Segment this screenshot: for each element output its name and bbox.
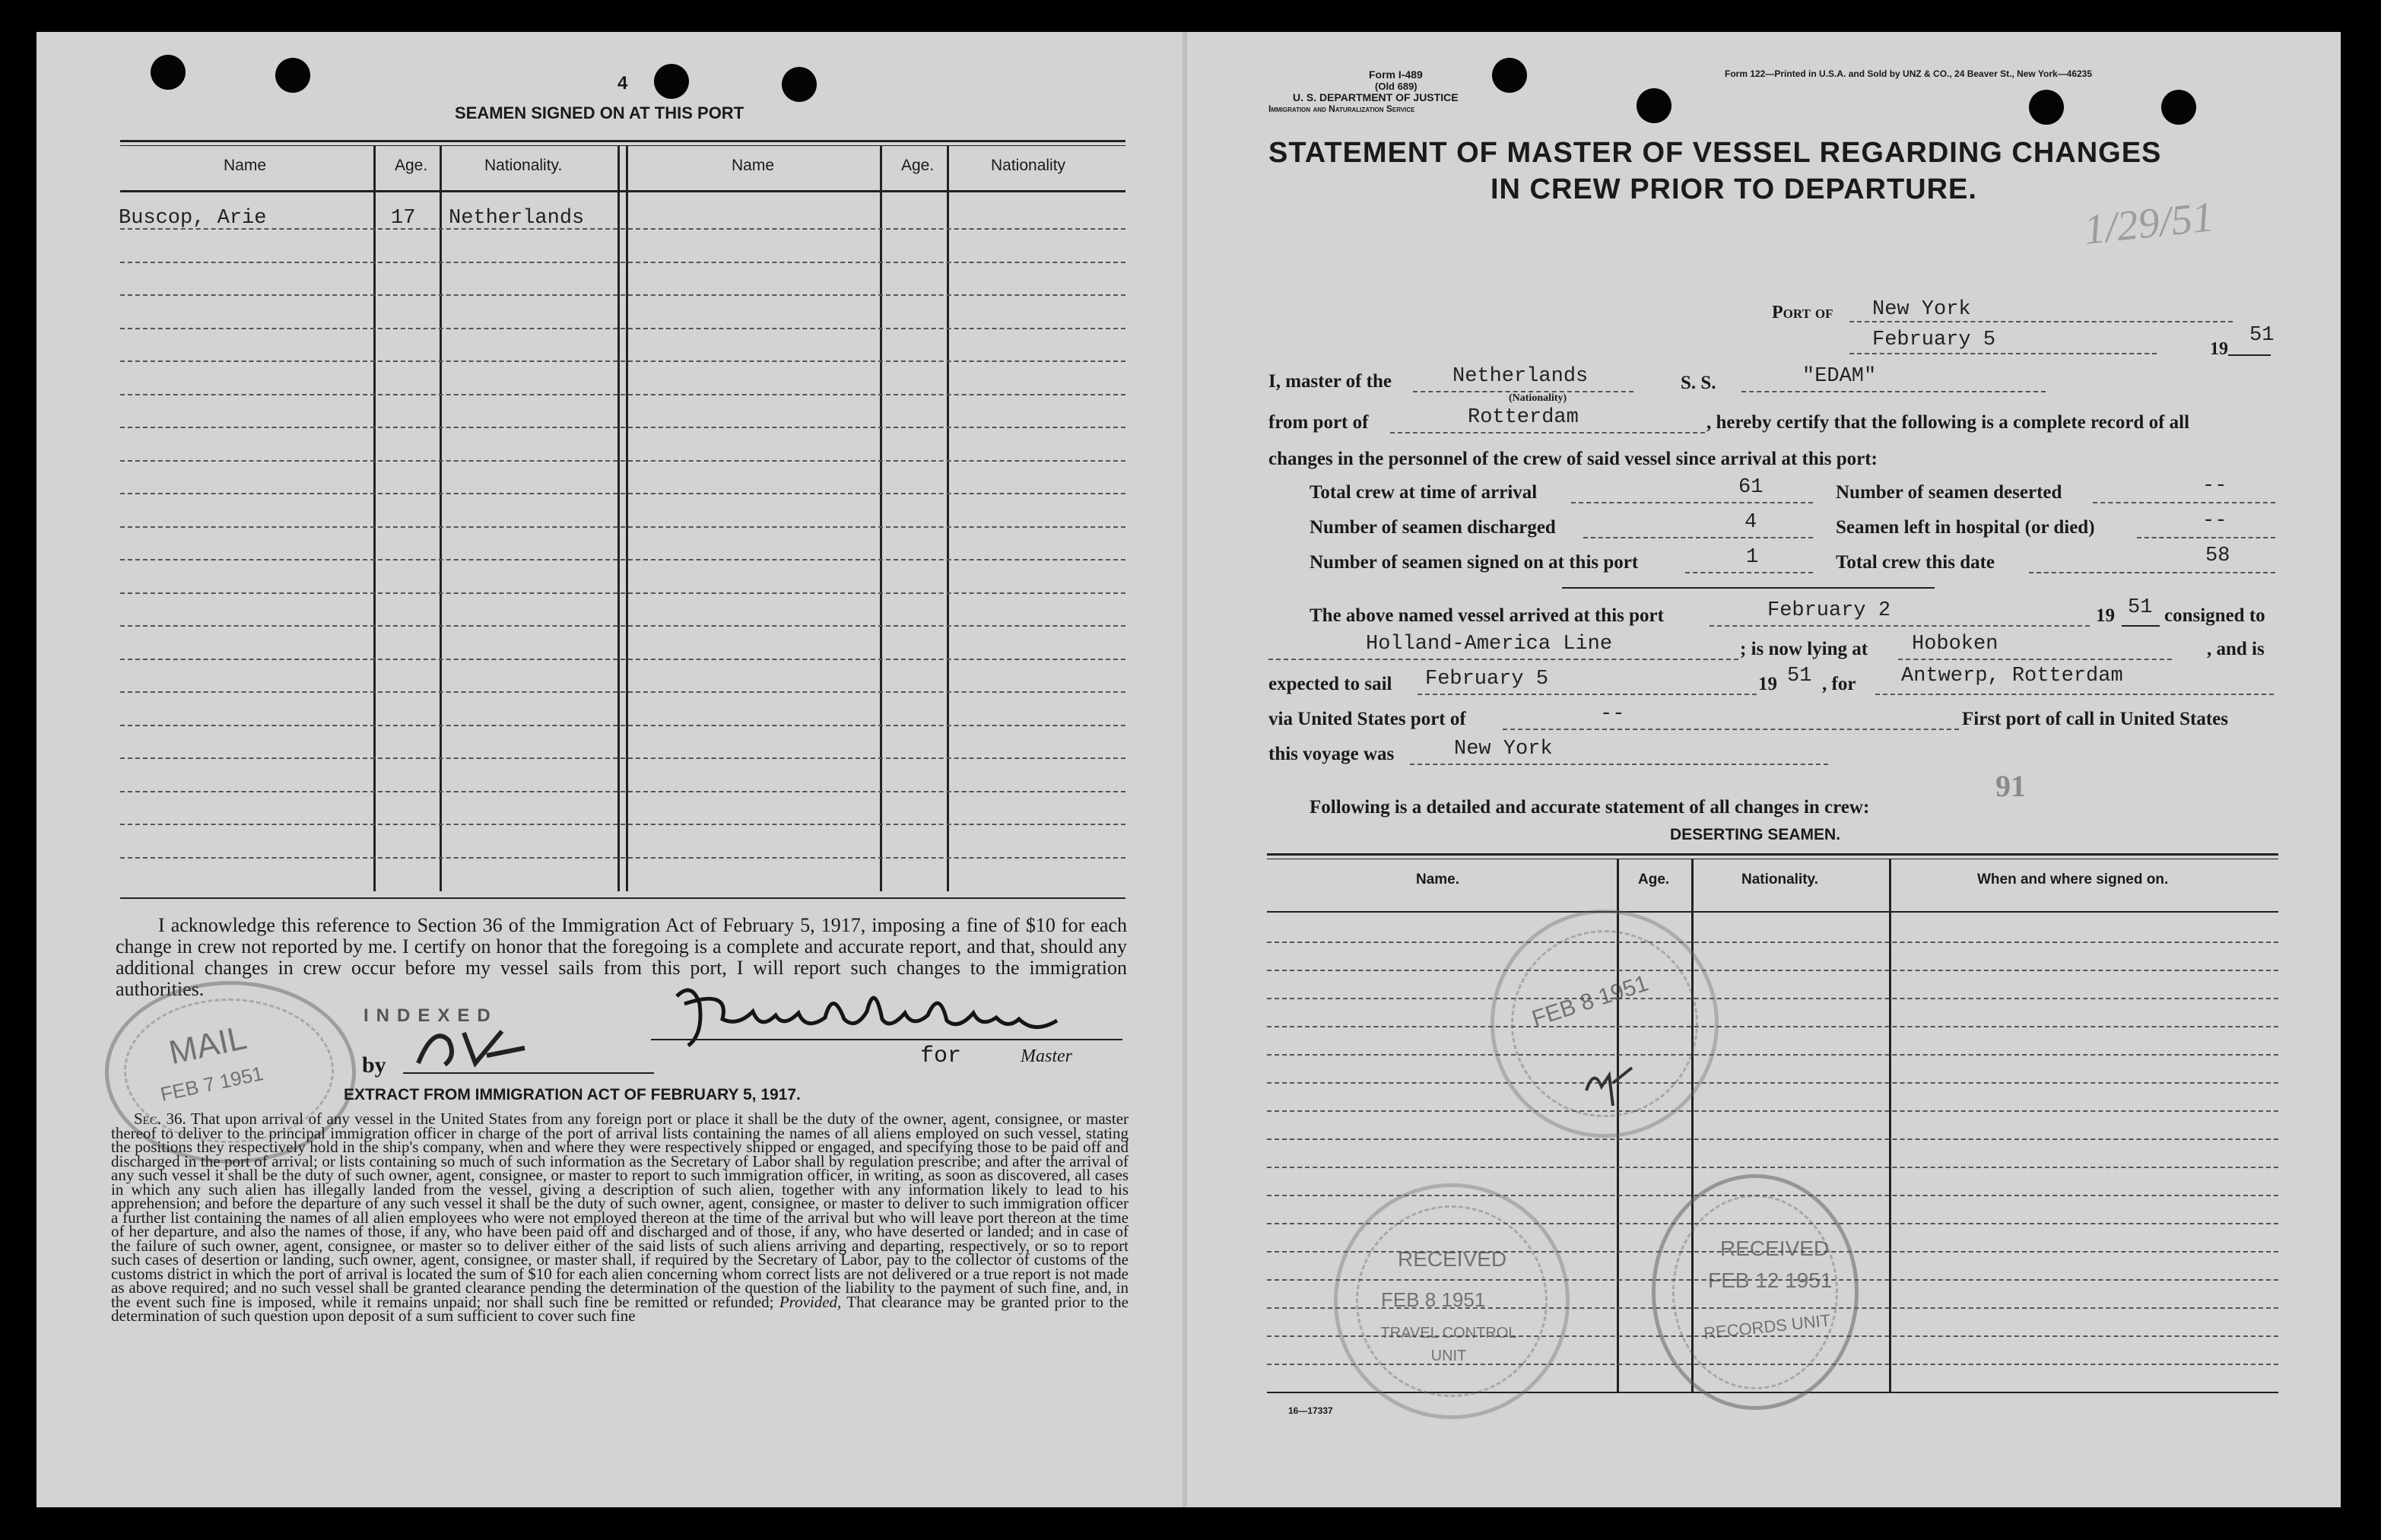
lying-value: Hoboken <box>1912 633 1998 656</box>
consignee-line <box>1268 659 1738 660</box>
page-number: 4 <box>617 73 628 94</box>
mail-stamp-word: MAIL <box>165 1018 250 1072</box>
form-title-line-2: IN CREW PRIOR TO DEPARTURE. <box>1491 173 1977 205</box>
col-divider-double <box>617 146 628 891</box>
vessel-name: "EDAM" <box>1802 365 1877 388</box>
mail-stamp-date: FEB 7 1951 <box>158 1062 265 1106</box>
date-value: February 5 <box>1872 329 1996 351</box>
col-divider <box>947 146 949 891</box>
footer-code: 16—17337 <box>1288 1405 1333 1416</box>
master-of-label: I, master of the <box>1268 371 1392 392</box>
destination-value: Antwerp, Rotterdam <box>1901 665 2123 687</box>
from-port-label: from port of <box>1268 412 1369 433</box>
consignee-value: Holland-America Line <box>1366 633 1613 656</box>
deserting-row-line <box>1267 1138 2278 1140</box>
col-header-name-2: Name <box>732 157 775 174</box>
entry-age: 17 <box>391 207 416 230</box>
by-label: by <box>362 1053 386 1078</box>
punch-hole <box>1492 58 1527 93</box>
following-text: Following is a detailed and accurate statement of all changes in crew: <box>1310 797 1870 818</box>
first-port-label: First port of call in United States <box>1962 709 2228 729</box>
printer-note: Form 122—Printed in U.S.A. and Sold by UNZ & CO., 24 Beaver St., New York—46235 <box>1725 68 2093 79</box>
nationality-caption: (Nationality) <box>1509 392 1567 404</box>
expected-value: February 5 <box>1425 668 1549 691</box>
for-destination-label: , for <box>1822 674 1856 694</box>
section-body: That upon arrival of any vessel in the United States from any foreign port or place it shall be the duty of the owner, agent, consignee, or master thereof to deliver to the principal immigration officer in charge of the port of arrival lists containing the names of all aliens employed on such vessel, stating the positions they respectively hold in the ship's company, when and where they were respectively shipped or engaged, and specifying those to be paid off and discharged in the port of arrival; or lists containing so much of such information as the Secretary of Labor shall by regulation prescribe; and after the arrival of any such vessel it shall be the duty of such owner, agent, consignee, or master to report to such immigration officer, in writing, as soon as discovered, all cases in which any such alien has illegally landed from the vessel, giving a description of such alien, together with any information likely to lead to his apprehension; and before the departure of any such vessel it shall be the duty of such owner, agent, consignee, or master to deliver to such immigration officer a further list containing the names of all alien employees who were not employed thereon at the time of the arrival but who will leave port thereon at the time of her departure, and also the names of those, if any, who have been paid off and discharged and of those, if any, who have deserted or landed; and in case of the failure of such owner, agent, consignee, or master so to deliver either of the said lists of such aliens arriving and departing, respectively, or so to report such cases of desertion or landing, such owner, agent, consignee, or master shall, if required by the Secretary of Labor, pay to the collector of customs of the customs district in which the port of arrival is located the sum of $10 for each alien concerning whom correct lists are not delivered or a true report is not made as above required; and no such vessel shall be granted clearance pending the determination of the question of the liability to the payment of such fine, and, in the event such fine is imposed, while it remains unpaid; nor shall such fine be remitted or refunded; <box>111 1110 1129 1311</box>
signature-line <box>651 1039 1122 1040</box>
voyage-value: New York <box>1454 738 1553 760</box>
and-is-label: , and is <box>2207 639 2265 659</box>
page-mark: 91 <box>1995 769 2026 803</box>
department-name: U. S. DEPARTMENT OF JUSTICE <box>1293 91 1459 103</box>
table-row-line <box>120 757 1125 759</box>
col-header-age-2: Age. <box>901 157 935 174</box>
deserting-row-line <box>1267 970 2278 971</box>
deserting-col-signed: When and where signed on. <box>1977 872 2169 887</box>
consigned-label: consigned to <box>2164 605 2265 626</box>
col-divider <box>880 146 882 891</box>
deserting-header-rule <box>1267 911 2278 913</box>
table-row-line <box>120 824 1125 825</box>
voyage-label: this voyage was <box>1268 744 1395 764</box>
table-row-line <box>120 328 1125 329</box>
arrived-value: February 2 <box>1767 599 1891 622</box>
form-title-line-1: STATEMENT OF MASTER OF VESSEL REGARDING CHANGES <box>1268 137 2162 169</box>
table-row-line <box>120 460 1125 462</box>
deserting-col-divider <box>1889 859 1891 1392</box>
deserting-row-line <box>1267 1167 2278 1168</box>
entry-name: Buscop, Arie <box>119 207 267 230</box>
handwritten-initial <box>1579 1053 1647 1113</box>
deserting-row-line <box>1267 1054 2278 1056</box>
col-header-name: Name <box>224 157 267 174</box>
deserting-top-rule <box>1267 853 2278 856</box>
table-row-line <box>120 262 1125 263</box>
deserting-row-line <box>1267 941 2278 943</box>
deserting-title: DESERTING SEAMEN. <box>1670 826 1841 843</box>
indexed-stamp: INDEXED <box>363 1005 498 1026</box>
total-date-value: 58 <box>2205 545 2230 567</box>
table-row-line <box>120 592 1125 594</box>
deserting-row-line <box>1267 1082 2278 1084</box>
arrived-line <box>1710 625 2090 627</box>
signed-on-value: 1 <box>1746 546 1759 569</box>
table-row-line <box>120 493 1125 494</box>
signed-on-line <box>1685 572 1813 573</box>
lying-label: ; is now lying at <box>1740 639 1868 659</box>
expected-label: expected to sail <box>1268 674 1392 694</box>
col-header-nationality: Nationality. <box>484 157 563 174</box>
punch-hole <box>151 55 186 90</box>
section-36-text <box>111 1112 1129 1323</box>
total-arrival-value: 61 <box>1738 476 1764 499</box>
table-row-line <box>120 625 1125 627</box>
discharged-value: 4 <box>1744 511 1757 534</box>
proviso-label: Provided, <box>779 1292 842 1311</box>
table-row-line <box>120 691 1125 693</box>
discharged-label: Number of seamen discharged <box>1310 517 1556 538</box>
arrived-year-line <box>2122 625 2160 627</box>
port-label: Port of <box>1772 303 1833 322</box>
total-date-label: Total crew this date <box>1836 552 1995 573</box>
expected-year-prefix: 19 <box>1758 674 1777 694</box>
indexer-initials <box>403 1018 532 1078</box>
table-row-line <box>120 394 1125 395</box>
date-stamp-feb8-text: FEB 8 1951 <box>1529 970 1652 1032</box>
acknowledgment-text: I acknowledge this reference to Section 36 of the Immigration Act of February 5, 1917, imposing a fine of $10 for each change in crew not reported by me. I certify on honor that the foregoing is a complete and accurate report, and that, should any additional changes in crew occur before my vessel sails from this port, I will report such changes to the immigration authorities. <box>116 914 1127 1000</box>
extract-title: EXTRACT FROM IMMIGRATION ACT OF FEBRUARY 5, 1917. <box>344 1086 801 1103</box>
table-row-line <box>120 559 1125 560</box>
stamp-records-unit: RECORDS UNIT <box>1703 1310 1832 1343</box>
punch-hole <box>1637 88 1671 123</box>
punch-hole <box>654 64 689 99</box>
table-row-line <box>120 725 1125 726</box>
deserting-col-nationality: Nationality. <box>1741 872 1818 887</box>
ss-label: S. S. <box>1681 373 1716 393</box>
entry-nationality: Netherlands <box>449 207 585 230</box>
proviso-body: That clearance may be granted prior to the determination of such question upon deposit of a sum sufficient to cover such fine <box>111 1292 1129 1325</box>
expected-year: 51 <box>1787 665 1812 687</box>
hospital-label: Seamen left in hospital (or died) <box>1836 517 2095 538</box>
from-port-value: Rotterdam <box>1468 406 1579 429</box>
total-arrival-label: Total crew at time of arrival <box>1310 482 1538 503</box>
punch-hole <box>2161 90 2196 125</box>
deserted-value: -- <box>2202 475 2227 497</box>
stamp-travel-unit: TRAVEL CONTROL UNIT <box>1380 1325 1517 1364</box>
deserting-row-line <box>1267 1110 2278 1112</box>
deserting-col-age: Age. <box>1638 872 1670 887</box>
handwritten-date: 1/29/51 <box>2081 193 2216 254</box>
col-divider <box>440 146 442 891</box>
punch-hole <box>275 58 310 93</box>
port-line <box>1849 321 2233 322</box>
year-line <box>2228 354 2271 356</box>
table-row-line <box>120 228 1125 230</box>
stamp-travel-date: FEB 8 1951 <box>1381 1288 1486 1311</box>
arrived-year: 51 <box>2128 596 2153 619</box>
form-number: Form I-489 <box>1369 68 1423 81</box>
via-label: via United States port of <box>1268 709 1466 729</box>
arrived-label: The above named vessel arrived at this port <box>1310 605 1664 626</box>
stats-divider <box>1562 587 1935 589</box>
voyage-line <box>1410 764 1828 765</box>
hospital-line <box>2137 537 2275 538</box>
col-divider <box>373 146 376 891</box>
expected-line <box>1417 694 1757 695</box>
deserting-col-name: Name. <box>1416 872 1460 887</box>
table-row-line <box>120 857 1125 859</box>
punch-hole <box>2029 90 2064 125</box>
deserting-row-line <box>1267 998 2278 999</box>
col-header-nationality-2: Nationality <box>991 157 1066 174</box>
section-label: Sec. 36. <box>134 1110 186 1128</box>
lying-line <box>1898 659 2172 660</box>
form-old-number: (Old 689) <box>1375 81 1417 92</box>
signed-on-label: Number of seamen signed on at this port <box>1310 552 1639 573</box>
table-row-line <box>120 791 1125 792</box>
section-title: SEAMEN SIGNED ON AT THIS PORT <box>455 103 744 122</box>
port-value: New York <box>1872 298 1971 321</box>
year-prefix: 19 <box>2210 339 2228 359</box>
vessel-line <box>1741 391 2046 392</box>
stamp-records-word: RECEIVED <box>1720 1237 1830 1260</box>
table-row-line <box>120 526 1125 528</box>
via-line <box>1503 729 1959 730</box>
master-signature <box>662 973 1087 1057</box>
table-row-line <box>120 360 1125 362</box>
destination-line <box>1875 694 2274 695</box>
total-date-line <box>2029 572 2275 573</box>
hospital-value: -- <box>2202 510 2227 532</box>
year-value: 51 <box>2249 324 2275 347</box>
table-row-line <box>120 294 1125 296</box>
arrived-year-prefix: 19 <box>2096 605 2115 626</box>
nationality-value: Netherlands <box>1452 365 1589 388</box>
date-line <box>1849 353 2157 354</box>
master-label: Master <box>1021 1046 1072 1066</box>
table-top-rule <box>120 140 1125 142</box>
col-header-age: Age. <box>395 157 428 174</box>
via-value: -- <box>1600 703 1625 726</box>
changes-text: changes in the personnel of the crew of said vessel since arrival at this port: <box>1268 449 1878 469</box>
deserted-label: Number of seamen deserted <box>1836 482 2062 503</box>
table-bottom-rule <box>120 897 1125 899</box>
page-fold <box>1183 32 1187 1507</box>
for-label: for <box>920 1043 962 1069</box>
punch-hole <box>782 67 817 102</box>
from-port-line <box>1390 432 1705 433</box>
service-name: Immigration and Naturalization Service <box>1268 103 1415 114</box>
stamp-travel-word: RECEIVED <box>1398 1247 1507 1271</box>
table-row-line <box>120 427 1125 428</box>
total-arrival-line <box>1571 502 1813 503</box>
certify-text: , hereby certify that the following is a complete record of all <box>1706 412 2190 433</box>
deserted-line <box>2093 502 2275 503</box>
deserting-row-line <box>1267 1026 2278 1027</box>
discharged-line <box>1583 537 1813 538</box>
table-row-line <box>120 659 1125 660</box>
stamp-records-date: FEB 12 1951 <box>1708 1269 1833 1292</box>
